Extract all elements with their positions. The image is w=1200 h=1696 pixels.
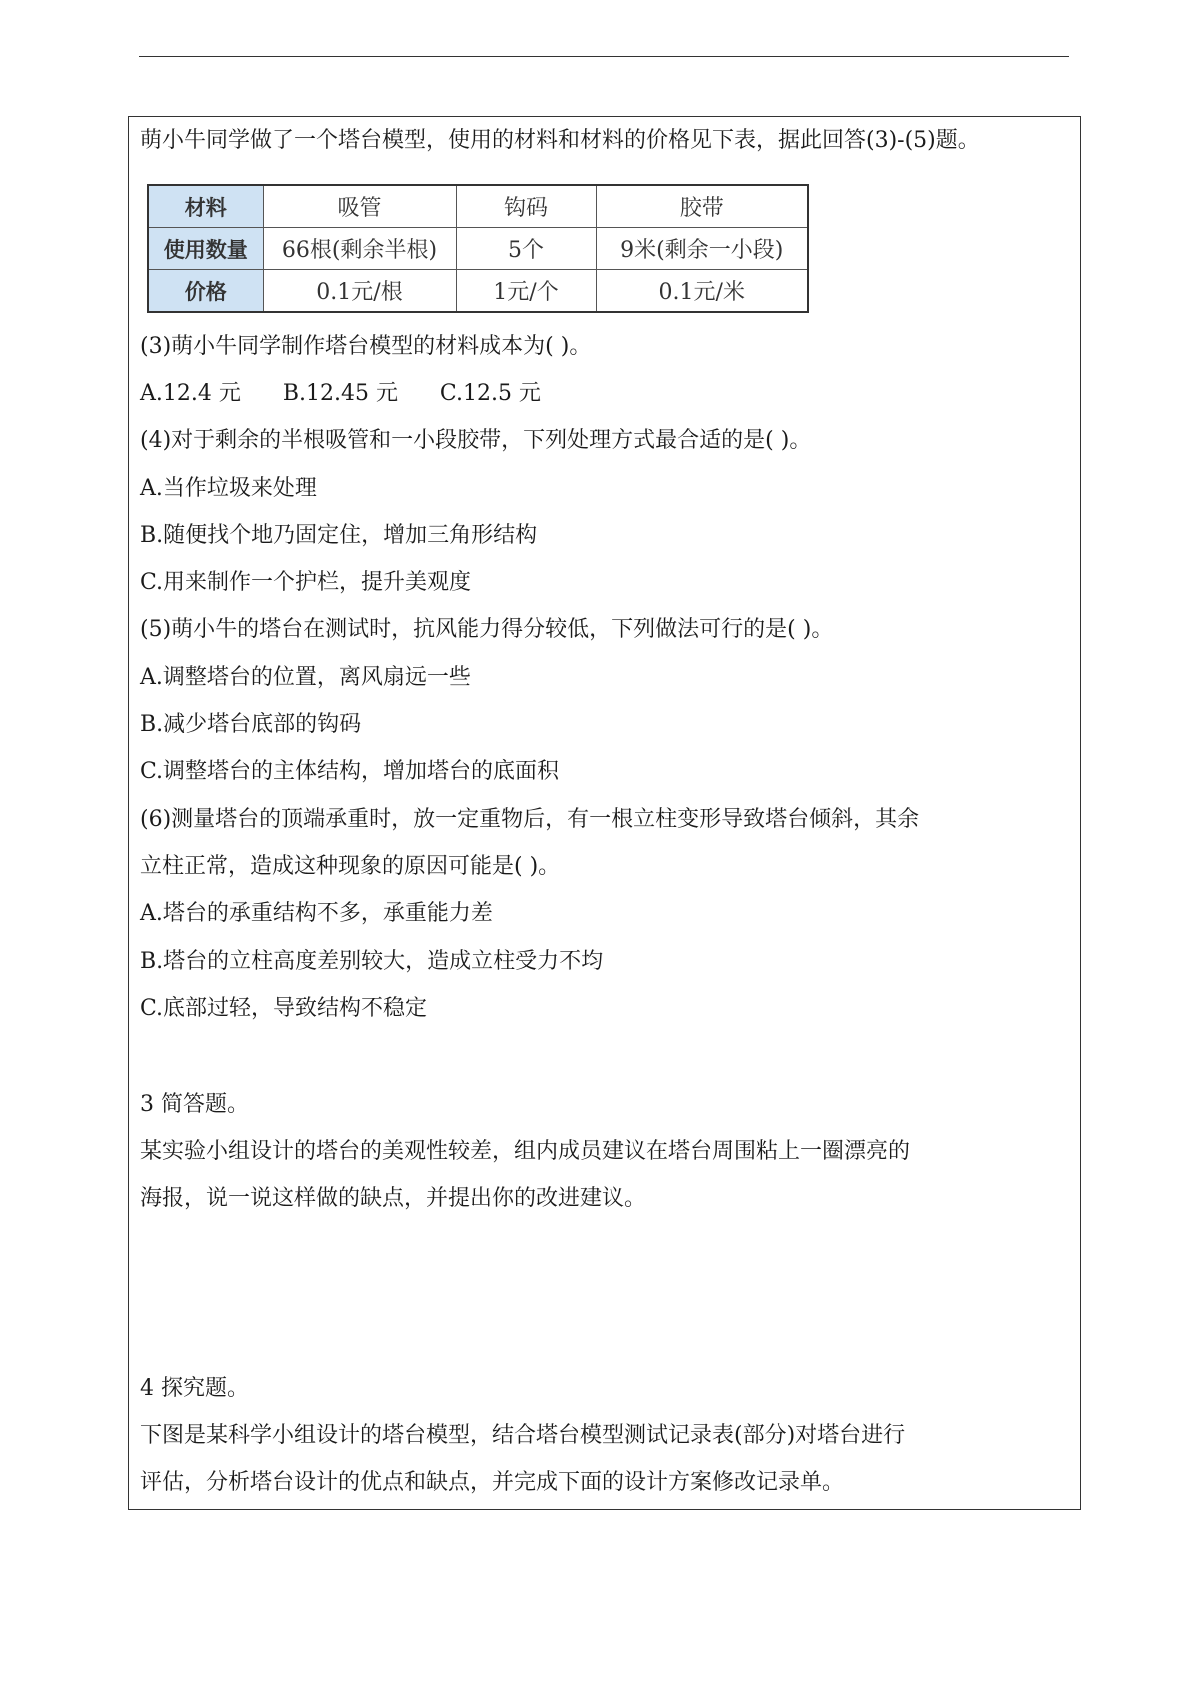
section4-title: 4 探究题。 (140, 1376, 249, 1401)
table-cell: 5个 (456, 228, 596, 270)
table-row (148, 185, 808, 228)
table-header-cell: 材料 (148, 185, 263, 228)
q5-stem: (5)萌小牛的塔台在测试时，抗风能力得分较低，下列做法可行的是( )。 (140, 617, 834, 642)
header-rule (139, 56, 1069, 57)
section4-line1: 下图是某科学小组设计的塔台模型，结合塔台模型测试记录表(部分)对塔台进行 (140, 1423, 906, 1448)
materials-table (147, 184, 809, 313)
q6-stem-line2: 立柱正常，造成这种现象的原因可能是( )。 (140, 854, 561, 879)
table-cell: 0.1元/米 (596, 270, 808, 313)
table-cell: 66根(剩余半根) (263, 228, 456, 270)
table-cell: 吸管 (263, 185, 456, 228)
q4-option-c: C.用来制作一个护栏，提升美观度 (140, 570, 472, 595)
table-cell: 1元/个 (456, 270, 596, 313)
table-cell: 钩码 (456, 185, 596, 228)
q4-option-b: B.随便找个地乃固定住，增加三角形结构 (140, 523, 538, 548)
q5-option-c: C.调整塔台的主体结构，增加塔台的底面积 (140, 759, 560, 784)
q4-option-a: A.当作垃圾来处理 (140, 476, 317, 501)
q3-options: A.12.4 元 B.12.45 元 C.12.5 元 (140, 381, 541, 406)
table-row (148, 270, 808, 313)
section3-line2: 海报，说一说这样做的缺点，并提出你的改进建议。 (140, 1186, 647, 1211)
q6-stem-line1: (6)测量塔台的顶端承重时，放一定重物后，有一根立柱变形导致塔台倾斜，其余 (140, 807, 920, 832)
table-header-cell: 使用数量 (148, 228, 263, 270)
q6-option-c: C.底部过轻，导致结构不稳定 (140, 996, 428, 1021)
q5-option-b: B.减少塔台底部的钩码 (140, 712, 362, 737)
intro-text: 萌小牛同学做了一个塔台模型，使用的材料和材料的价格见下表，据此回答(3)-(5)题。 (140, 128, 980, 153)
section3-line1: 某实验小组设计的塔台的美观性较差，组内成员建议在塔台周围粘上一圈漂亮的 (140, 1139, 911, 1164)
table-cell: 胶带 (596, 185, 808, 228)
table-cell: 0.1元/根 (263, 270, 456, 313)
table-row (148, 228, 808, 270)
table-cell: 9米(剩余一小段) (596, 228, 808, 270)
q4-stem: (4)对于剩余的半根吸管和一小段胶带，下列处理方式最合适的是( )。 (140, 428, 812, 453)
q6-option-b: B.塔台的立柱高度差别较大，造成立柱受力不均 (140, 949, 604, 974)
q6-option-a: A.塔台的承重结构不多，承重能力差 (140, 901, 493, 926)
section4-line2: 评估，分析塔台设计的优点和缺点，并完成下面的设计方案修改记录单。 (140, 1470, 845, 1495)
q5-option-a: A.调整塔台的位置，离风扇远一些 (140, 665, 471, 690)
section3-title: 3 简答题。 (140, 1092, 249, 1117)
table-header-cell: 价格 (148, 270, 263, 313)
q3-stem: (3)萌小牛同学制作塔台模型的材料成本为( )。 (140, 334, 592, 359)
